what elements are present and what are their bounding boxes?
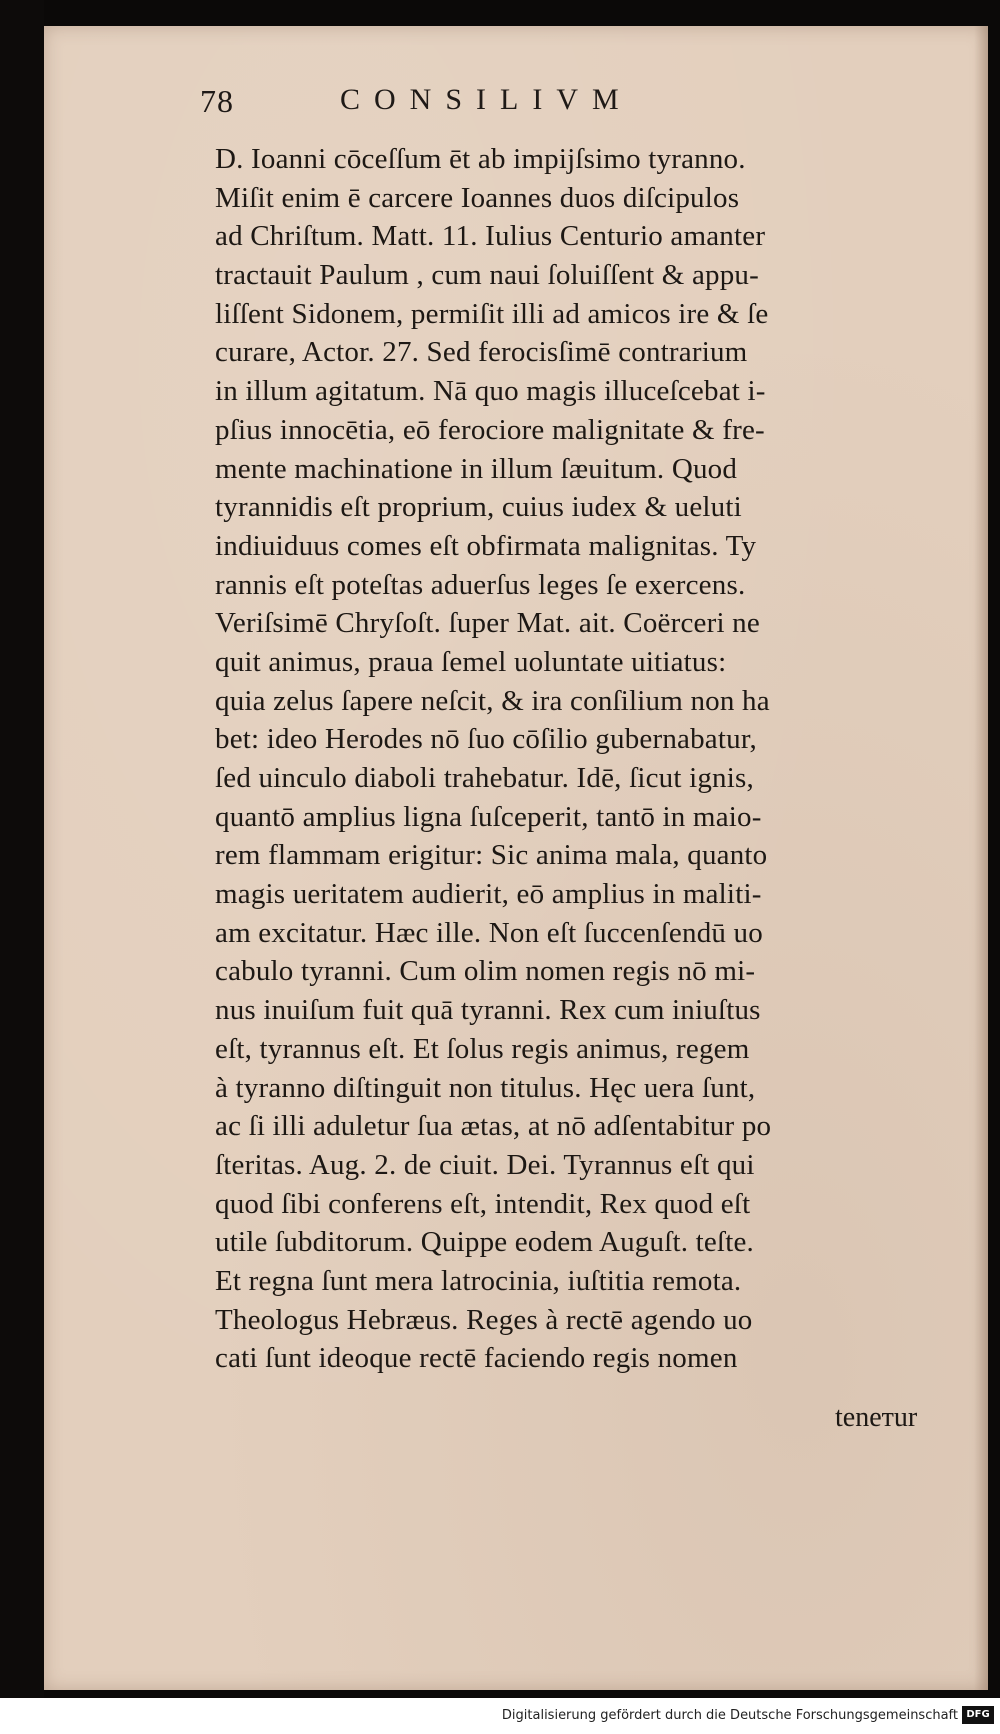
- page-edge: [974, 26, 988, 1690]
- text-line: pſius innocētia, eō ferociore malignitate & fre-: [215, 413, 765, 446]
- text-line: bet: ideo Herodes nō ſuo cōſilio gubernabatur,: [215, 723, 757, 756]
- text-line: ac ſi illi aduletur ſua ætas, at nō adſentabitur po: [215, 1110, 772, 1143]
- text-line: quit animus, praua ſemel uoluntate uitiatus:: [215, 645, 727, 678]
- book-edge-shadow: [0, 0, 44, 1734]
- text-line: am excitatur. Hæc ille. Non eſt ſuccenſendū uo: [215, 916, 763, 949]
- text-line: eſt, tyrannus eſt. Et ſolus regis animus, regem: [215, 1032, 750, 1065]
- text-line: indiuiduus comes eſt obfirmata malignitas. Ty: [215, 529, 757, 562]
- text-line: Miſit enim ē carcere Ioannes duos diſcipulos: [215, 181, 740, 214]
- text-line: magis ueritatem audierit, eō amplius in maliti-: [215, 878, 762, 911]
- text-line: cabulo tyranni. Cum olim nomen regis nō mi-: [215, 955, 756, 988]
- text-line: à tyranno diſtinguit non titulus. Hęc uera ſunt,: [215, 1071, 756, 1104]
- text-line: quod ſibi conferens eſt, intendit, Rex quod eſt: [215, 1187, 751, 1220]
- text-line: ad Chriſtum. Matt. 11. Iulius Centurio amanter: [215, 220, 766, 253]
- text-line: rem flammam erigitur: Sic anima mala, quanto: [215, 839, 768, 872]
- text-line: Et regna ſunt mera latrocinia, iuſtitia remota.: [215, 1264, 742, 1297]
- text-line: liſſent Sidonem, permiſit illi ad amicos ire & ſe: [215, 297, 769, 330]
- text-line: nus inuiſum fuit quā tyranni. Rex cum iniuſtus: [215, 994, 761, 1027]
- text-line: mente machinatione in illum ſæuitum. Quod: [215, 452, 738, 485]
- text-line: quia zelus ſapere neſcit, & ira conſilium non ha: [215, 684, 770, 717]
- text-line: Veriſsimē Chryſoſt. ſuper Mat. ait. Coërceri ne: [215, 607, 760, 640]
- text-line: D. Ioanni cōceſſum ēt ab impijſsimo tyranno.: [215, 143, 746, 175]
- text-line: cati ſunt ideoque rectē faciendo regis nomen: [215, 1342, 738, 1375]
- text-line: rannis eſt poteſtas aduerſus leges ſe exercens.: [215, 568, 746, 601]
- running-head: [200, 83, 840, 123]
- running-title: CONSILIVM: [340, 83, 633, 116]
- text-line: ſed uinculo diaboli trahebatur. Idē, ſicut ignis,: [215, 762, 754, 794]
- text-line: in illum agitatum. Nā quo magis illuceſcebat i-: [215, 375, 766, 408]
- text-line: ſteritas. Aug. 2. de ciuit. Dei. Tyrannus eſt qui: [215, 1148, 755, 1181]
- text-line: quantō amplius ligna ſuſceperit, tantō in maio-: [215, 800, 762, 833]
- digitization-footer: [0, 1698, 1000, 1734]
- dfg-logo-icon: DFG: [962, 1706, 994, 1724]
- funding-credit: Digitalisierung gefördert durch die Deutsche Forschungsgemeinschaft: [501, 1708, 958, 1723]
- text-line: tyrannidis eſt proprium, cuius iudex & ueluti: [215, 491, 742, 524]
- body-text: [215, 140, 975, 1378]
- catchword: teneтur: [835, 1402, 918, 1433]
- text-line: curare, Actor. 27. Sed ferocisſimē contrarium: [215, 336, 748, 369]
- page-number: 78: [200, 83, 234, 119]
- text-line: utile ſubditorum. Quippe eodem Auguſt. teſte.: [215, 1226, 754, 1259]
- text-line: Theologus Hebræus. Reges à rectē agendo uo: [215, 1303, 753, 1336]
- text-line: tractauit Paulum , cum naui ſoluiſſent & appu-: [215, 259, 759, 292]
